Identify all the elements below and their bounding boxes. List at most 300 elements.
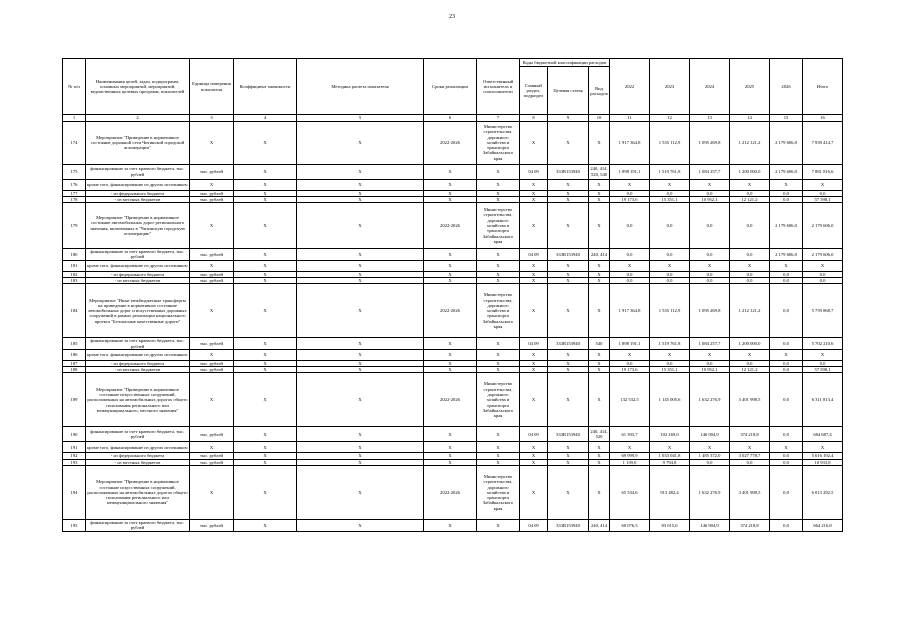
total-cell: 684 687,4 xyxy=(803,427,843,442)
header-year-2024: 2024 xyxy=(690,59,730,115)
value-2026-cell: 0,0 xyxy=(770,196,803,202)
expense-type-cell: X xyxy=(589,121,610,164)
value-2024-cell: X xyxy=(690,349,730,360)
value-2026-cell: 0,0 xyxy=(770,373,803,427)
value-2022-cell: 1 917 364,8 xyxy=(610,121,650,164)
value-2025-cell: 374 218,8 xyxy=(730,427,770,442)
value-2024-cell: X xyxy=(690,179,730,190)
term-cell: X xyxy=(424,519,477,531)
total-cell: 2 179 606,0 xyxy=(803,249,843,261)
method-cell: X xyxy=(297,338,424,350)
column-number: 14 xyxy=(730,115,770,121)
value-2023-cell: 1 519 761,8 xyxy=(650,164,690,179)
responsible-cell: Министерство строительства, дорожного хозяйства и транспорта Забайкальского края xyxy=(477,121,520,164)
expense-type-cell: X xyxy=(589,196,610,202)
target-article-cell: X xyxy=(548,190,589,196)
value-2026-cell: 2 179 606,0 xyxy=(770,121,803,164)
value-2026-cell: 0,0 xyxy=(770,271,803,277)
value-2026-cell: 0,0 xyxy=(770,190,803,196)
unit-cell: тыс. рублей xyxy=(190,360,234,366)
table-row xyxy=(63,442,843,453)
row-number: 185 xyxy=(63,338,86,350)
method-cell: X xyxy=(297,164,424,179)
coefficient-cell: X xyxy=(234,179,297,190)
column-number: 16 xyxy=(803,115,843,121)
table-row xyxy=(63,121,843,164)
coefficient-cell: X xyxy=(234,442,297,453)
expense-type-cell: X xyxy=(589,465,610,519)
column-number: 3 xyxy=(190,115,234,121)
value-2025-cell: X xyxy=(730,349,770,360)
responsible-cell: Министерство строительства, дорожного хозяйства и транспорта Забайкальского края xyxy=(477,284,520,338)
column-number: 9 xyxy=(548,115,589,121)
responsible-cell: X xyxy=(477,519,520,531)
expense-type-cell: 240, 414, 520, 540 xyxy=(589,164,610,179)
responsible-cell: X xyxy=(477,349,520,360)
row-name: Мероприятие "Приведение в нормативное состояние дорожной сети Читинской городской агломерации" xyxy=(86,121,190,164)
row-number: 183 xyxy=(63,277,86,283)
value-2025-cell: X xyxy=(730,260,770,271)
value-2026-cell: 0,0 xyxy=(770,453,803,459)
section-code-cell: X xyxy=(520,260,548,271)
table-row xyxy=(63,349,843,360)
value-2024-cell: 0,0 xyxy=(690,271,730,277)
header-year-2026: 2026 xyxy=(770,59,803,115)
row-name: кроме того, финансирование из других источников: xyxy=(86,179,190,190)
value-2023-cell: 102 169,0 xyxy=(650,427,690,442)
method-cell: X xyxy=(297,196,424,202)
section-code-cell: X xyxy=(520,453,548,459)
expense-type-cell: X xyxy=(589,459,610,465)
value-2025-cell: 0,0 xyxy=(730,459,770,465)
method-cell: X xyxy=(297,271,424,277)
target-article-cell: X xyxy=(548,459,589,465)
row-name: - из федерального бюджета xyxy=(86,453,190,459)
total-cell: 57 598,1 xyxy=(803,196,843,202)
unit-cell: тыс. рублей xyxy=(190,249,234,261)
row-number: 195 xyxy=(63,519,86,531)
value-2026-cell: 2 179 606,0 xyxy=(770,164,803,179)
value-2026-cell: 0,0 xyxy=(770,367,803,373)
total-cell: 6 013 292,5 xyxy=(803,465,843,519)
term-cell: X xyxy=(424,249,477,261)
total-cell: 0,0 xyxy=(803,190,843,196)
row-name: финансирование за счет краевого бюджета, тыс. рублей xyxy=(86,164,190,179)
expense-type-cell: X xyxy=(589,271,610,277)
section-code-cell: X xyxy=(520,349,548,360)
value-2022-cell: 19 173,6 xyxy=(610,196,650,202)
value-2022-cell: 0,0 xyxy=(610,249,650,261)
term-cell: X xyxy=(424,360,477,366)
value-2025-cell: 1 200 000,0 xyxy=(730,164,770,179)
table-row xyxy=(63,249,843,261)
responsible-cell: X xyxy=(477,196,520,202)
header-name: Наименования целей, задач, подпрограмм, основных мероприятий, мероприятий, ведомственных целевых программ, показателей xyxy=(86,59,190,115)
value-2023-cell: 913 482,4 xyxy=(650,465,690,519)
header-responsible: Ответственный исполнитель и соисполнители xyxy=(477,59,520,115)
row-number: 184 xyxy=(63,284,86,338)
value-2026-cell: 0,0 xyxy=(770,459,803,465)
term-cell: X xyxy=(424,427,477,442)
responsible-cell: X xyxy=(477,427,520,442)
target-article-cell: X xyxy=(548,260,589,271)
header-year-2025: 2025 xyxy=(730,59,770,115)
row-name: - из местных бюджетов xyxy=(86,367,190,373)
responsible-cell: X xyxy=(477,179,520,190)
method-cell: X xyxy=(297,121,424,164)
responsible-cell: X xyxy=(477,367,520,373)
coefficient-cell: X xyxy=(234,349,297,360)
value-2026-cell: 0,0 xyxy=(770,465,803,519)
column-number: 2 xyxy=(86,115,190,121)
coefficient-cell: X xyxy=(234,190,297,196)
value-2025-cell: 374 218,8 xyxy=(730,519,770,531)
value-2025-cell: 1 212 121,2 xyxy=(730,121,770,164)
total-cell: X xyxy=(803,260,843,271)
target-article-cell: 333R153940 xyxy=(548,338,589,350)
target-article-cell: X xyxy=(548,196,589,202)
responsible-cell: X xyxy=(477,453,520,459)
total-cell: 5 702 210,6 xyxy=(803,338,843,350)
section-code-cell: X xyxy=(520,360,548,366)
expense-type-cell: 240, 414, 520 xyxy=(589,427,610,442)
value-2026-cell: X xyxy=(770,260,803,271)
term-cell: 2022-2026 xyxy=(424,373,477,427)
term-cell: 2022-2026 xyxy=(424,465,477,519)
value-2023-cell: 15 351,1 xyxy=(650,367,690,373)
value-2026-cell: 0,0 xyxy=(770,519,803,531)
method-cell: X xyxy=(297,277,424,283)
value-2024-cell: 0,0 xyxy=(690,277,730,283)
target-article-cell: X xyxy=(548,367,589,373)
value-2022-cell: 0,0 xyxy=(610,271,650,277)
value-2025-cell: 12 121,2 xyxy=(730,196,770,202)
value-2023-cell: 0,0 xyxy=(650,190,690,196)
target-article-cell: 333R153940 xyxy=(548,519,589,531)
coefficient-cell: X xyxy=(234,271,297,277)
responsible-cell: Министерство строительства, дорожного хозяйства и транспорта Забайкальского края xyxy=(477,203,520,249)
section-code-cell: X xyxy=(520,442,548,453)
value-2024-cell: 1 084 257,7 xyxy=(690,164,730,179)
header-unit: Единица измерения показателя xyxy=(190,59,234,115)
method-cell: X xyxy=(297,179,424,190)
responsible-cell: Министерство строительства, дорожного хозяйства и транспорта Забайкальского края xyxy=(477,373,520,427)
method-cell: X xyxy=(297,349,424,360)
value-2024-cell: X xyxy=(690,442,730,453)
coefficient-cell: X xyxy=(234,373,297,427)
total-cell: 5 759 868,7 xyxy=(803,284,843,338)
unit-cell: X xyxy=(190,284,234,338)
value-2022-cell: 1 139,0 xyxy=(610,459,650,465)
header-method: Методика расчета показателя xyxy=(297,59,424,115)
method-cell: X xyxy=(297,519,424,531)
row-number: 186 xyxy=(63,349,86,360)
header-total: Итого xyxy=(803,59,843,115)
responsible-cell: X xyxy=(477,442,520,453)
value-2022-cell: 0,0 xyxy=(610,190,650,196)
row-number: 178 xyxy=(63,196,86,202)
term-cell: X xyxy=(424,453,477,459)
section-code-cell: X xyxy=(520,277,548,283)
method-cell: X xyxy=(297,203,424,249)
section-code-cell: 04 09 xyxy=(520,338,548,350)
value-2023-cell: 0,0 xyxy=(650,277,690,283)
value-2023-cell: X xyxy=(650,260,690,271)
unit-cell: тыс. рублей xyxy=(190,427,234,442)
value-2024-cell: 146 904,9 xyxy=(690,427,730,442)
target-article-cell: X xyxy=(548,453,589,459)
unit-cell: тыс. рублей xyxy=(190,367,234,373)
method-cell: X xyxy=(297,190,424,196)
target-article-cell: X xyxy=(548,179,589,190)
value-2024-cell: 0,0 xyxy=(690,249,730,261)
coefficient-cell: X xyxy=(234,260,297,271)
total-cell: 5 616 192,4 xyxy=(803,453,843,459)
value-2022-cell: 1 898 191,1 xyxy=(610,338,650,350)
unit-cell: X xyxy=(190,349,234,360)
term-cell: X xyxy=(424,367,477,373)
method-cell: X xyxy=(297,260,424,271)
value-2023-cell: 15 351,1 xyxy=(650,196,690,202)
value-2025-cell: X xyxy=(730,179,770,190)
term-cell: X xyxy=(424,459,477,465)
row-name: - из местных бюджетов xyxy=(86,196,190,202)
value-2022-cell: X xyxy=(610,179,650,190)
unit-cell: тыс. рублей xyxy=(190,453,234,459)
row-name: финансирование за счет краевого бюджета, тыс. рублей xyxy=(86,519,190,531)
target-article-cell: X xyxy=(548,271,589,277)
coefficient-cell: X xyxy=(234,465,297,519)
row-number: 190 xyxy=(63,427,86,442)
total-cell: X xyxy=(803,442,843,453)
term-cell: X xyxy=(424,260,477,271)
unit-cell: X xyxy=(190,179,234,190)
value-2023-cell: X xyxy=(650,179,690,190)
method-cell: X xyxy=(297,284,424,338)
value-2022-cell: 0,0 xyxy=(610,277,650,283)
table-row xyxy=(63,465,843,519)
section-code-cell: 04 09 xyxy=(520,164,548,179)
coefficient-cell: X xyxy=(234,459,297,465)
method-cell: X xyxy=(297,373,424,427)
unit-cell: тыс. рублей xyxy=(190,164,234,179)
method-cell: X xyxy=(297,442,424,453)
responsible-cell: X xyxy=(477,164,520,179)
total-cell: 6 311 813,4 xyxy=(803,373,843,427)
term-cell: 2022-2026 xyxy=(424,121,477,164)
value-2024-cell: 0,0 xyxy=(690,190,730,196)
value-2023-cell: 0,0 xyxy=(650,271,690,277)
expense-type-cell: X xyxy=(589,453,610,459)
section-code-cell: 04 09 xyxy=(520,249,548,261)
row-number: 187 xyxy=(63,360,86,366)
term-cell: X xyxy=(424,196,477,202)
value-2025-cell: 1 200 000,0 xyxy=(730,338,770,350)
value-2023-cell: X xyxy=(650,442,690,453)
table-row xyxy=(63,164,843,179)
value-2025-cell: 0,0 xyxy=(730,271,770,277)
total-cell: 7 939 414,7 xyxy=(803,121,843,164)
expense-type-cell: X xyxy=(589,349,610,360)
value-2023-cell: 1 033 041,8 xyxy=(650,453,690,459)
table-row xyxy=(63,284,843,338)
target-article-cell: X xyxy=(548,121,589,164)
row-name: Мероприятие "Приведение в нормативное состояние искусственных сооружений, расположенных на автомобильных дорогах общего пользования регионального или межмуниципального значения" xyxy=(86,465,190,519)
section-code-cell: X xyxy=(520,284,548,338)
expense-type-cell: X xyxy=(589,360,610,366)
row-name: Мероприятие "Иные межбюджетные трансферты на приведение в нормативное состояние автомобильных дорог и искусственных дорожных сооружений в рамках реализации национального проекта "Безопасные качественные дороги" xyxy=(86,284,190,338)
value-2023-cell: 0,0 xyxy=(650,249,690,261)
value-2025-cell: 1 212 121,2 xyxy=(730,284,770,338)
value-2023-cell: 1 519 761,8 xyxy=(650,338,690,350)
column-number: 15 xyxy=(770,115,803,121)
expense-type-cell: X xyxy=(589,373,610,427)
row-number: 191 xyxy=(63,442,86,453)
value-2025-cell: 0,0 xyxy=(730,190,770,196)
value-2024-cell: 1 095 269,8 xyxy=(690,284,730,338)
unit-cell: X xyxy=(190,203,234,249)
expense-type-cell: X xyxy=(589,442,610,453)
section-code-cell: X xyxy=(520,203,548,249)
value-2022-cell: 1 898 191,1 xyxy=(610,164,650,179)
column-number: 8 xyxy=(520,115,548,121)
unit-cell: тыс. рублей xyxy=(190,338,234,350)
section-code-cell: X xyxy=(520,121,548,164)
column-number: 6 xyxy=(424,115,477,121)
coefficient-cell: X xyxy=(234,338,297,350)
section-code-cell: X xyxy=(520,367,548,373)
responsible-cell: X xyxy=(477,360,520,366)
row-name: - из федерального бюджета xyxy=(86,360,190,366)
expense-type-cell: X xyxy=(589,260,610,271)
value-2024-cell: X xyxy=(690,260,730,271)
column-number: 13 xyxy=(690,115,730,121)
total-cell: 57 598,1 xyxy=(803,367,843,373)
row-number: 180 xyxy=(63,249,86,261)
total-cell: 10 933,8 xyxy=(803,459,843,465)
unit-cell: тыс. рублей xyxy=(190,277,234,283)
expense-type-cell: 240, 414 xyxy=(589,519,610,531)
value-2023-cell: 1 535 112,9 xyxy=(650,121,690,164)
value-2024-cell: 1 485 372,0 xyxy=(690,453,730,459)
unit-cell: тыс. рублей xyxy=(190,271,234,277)
expense-type-cell: 540 xyxy=(589,338,610,350)
coefficient-cell: X xyxy=(234,196,297,202)
row-name: финансирование за счет краевого бюджета, тыс. рублей xyxy=(86,338,190,350)
expense-type-cell: X xyxy=(589,367,610,373)
target-article-cell: X xyxy=(548,349,589,360)
row-number: 182 xyxy=(63,271,86,277)
table-row xyxy=(63,203,843,249)
value-2022-cell: 60 076,5 xyxy=(610,519,650,531)
coefficient-cell: X xyxy=(234,453,297,459)
value-2025-cell: 3 401 998,5 xyxy=(730,373,770,427)
method-cell: X xyxy=(297,427,424,442)
table-row xyxy=(63,260,843,271)
value-2025-cell: 0,0 xyxy=(730,360,770,366)
row-name: кроме того, финансирование из других источников: xyxy=(86,349,190,360)
term-cell: X xyxy=(424,190,477,196)
row-name: кроме того, финансирование из других источников: xyxy=(86,260,190,271)
row-name: - из федерального бюджета xyxy=(86,190,190,196)
value-2024-cell: 1 632 276,9 xyxy=(690,373,730,427)
value-2026-cell: 2 179 606,0 xyxy=(770,249,803,261)
method-cell: X xyxy=(297,453,424,459)
value-2026-cell: X xyxy=(770,179,803,190)
value-2026-cell: 0,0 xyxy=(770,338,803,350)
row-name: финансирование за счет краевого бюджета, тыс. рублей xyxy=(86,427,190,442)
header-year-2022: 2022 xyxy=(610,59,650,115)
total-cell: 0,0 xyxy=(803,277,843,283)
value-2023-cell: 1 535 112,9 xyxy=(650,284,690,338)
value-2025-cell: 3 401 998,5 xyxy=(730,465,770,519)
value-2024-cell: 10 952,1 xyxy=(690,196,730,202)
value-2022-cell: 69 999,9 xyxy=(610,453,650,459)
value-2022-cell: 65 534,6 xyxy=(610,465,650,519)
term-cell: X xyxy=(424,164,477,179)
section-code-cell: X xyxy=(520,459,548,465)
unit-cell: тыс. рублей xyxy=(190,519,234,531)
column-number: 7 xyxy=(477,115,520,121)
value-2024-cell: 0,0 xyxy=(690,459,730,465)
target-article-cell: 333R153940 xyxy=(548,249,589,261)
expense-type-cell: X xyxy=(589,277,610,283)
table-row xyxy=(63,179,843,190)
coefficient-cell: X xyxy=(234,519,297,531)
coefficient-cell: X xyxy=(234,360,297,366)
total-cell: 7 881 816,6 xyxy=(803,164,843,179)
header-year-2023: 2023 xyxy=(650,59,690,115)
value-2026-cell: 2 179 606,0 xyxy=(770,203,803,249)
total-cell: 0,0 xyxy=(803,360,843,366)
section-code-cell: X xyxy=(520,196,548,202)
row-name: - из местных бюджетов xyxy=(86,277,190,283)
method-cell: X xyxy=(297,459,424,465)
unit-cell: тыс. рублей xyxy=(190,459,234,465)
row-number: 193 xyxy=(63,459,86,465)
method-cell: X xyxy=(297,360,424,366)
value-2024-cell: 146 904,9 xyxy=(690,519,730,531)
responsible-cell: X xyxy=(477,260,520,271)
value-2026-cell: X xyxy=(770,349,803,360)
value-2022-cell: X xyxy=(610,260,650,271)
value-2023-cell: X xyxy=(650,349,690,360)
value-2024-cell: 1 632 276,9 xyxy=(690,465,730,519)
term-cell: X xyxy=(424,179,477,190)
expense-type-cell: X xyxy=(589,179,610,190)
section-code-cell: 04 09 xyxy=(520,427,548,442)
coefficient-cell: X xyxy=(234,121,297,164)
header-budget-codes: Коды бюджетной классификации расходов xyxy=(520,59,610,67)
row-number: 192 xyxy=(63,453,86,459)
responsible-cell: X xyxy=(477,249,520,261)
expense-type-cell: X xyxy=(589,284,610,338)
term-cell: X xyxy=(424,271,477,277)
responsible-cell: Министерство строительства, дорожного хозяйства и транспорта Забайкальского края xyxy=(477,465,520,519)
total-cell: X xyxy=(803,349,843,360)
expense-type-cell: X xyxy=(589,203,610,249)
row-name: финансирование за счет краевого бюджета, тыс. рублей xyxy=(86,249,190,261)
value-2022-cell: X xyxy=(610,349,650,360)
row-name: кроме того, финансирование из других источников: xyxy=(86,442,190,453)
row-number: 177 xyxy=(63,190,86,196)
value-2024-cell: 1 095 269,8 xyxy=(690,121,730,164)
value-2024-cell: 0,0 xyxy=(690,203,730,249)
value-2022-cell: 0,0 xyxy=(610,203,650,249)
coefficient-cell: X xyxy=(234,284,297,338)
term-cell: 2022-2026 xyxy=(424,203,477,249)
unit-cell: тыс. рублей xyxy=(190,196,234,202)
